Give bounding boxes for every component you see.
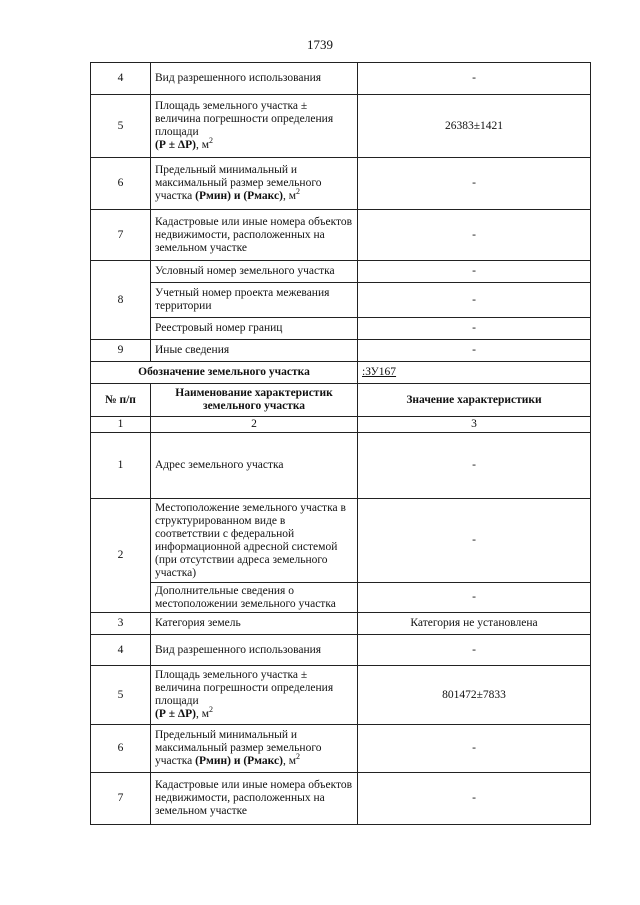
page-number: 1739 <box>307 37 333 52</box>
characteristic-name: Адрес земельного участка <box>151 433 358 499</box>
characteristic-value: - <box>358 283 591 318</box>
characteristic-value: - <box>358 773 591 825</box>
row-number: 4 <box>91 635 151 666</box>
table-row <box>91 63 591 95</box>
characteristic-value: - <box>358 340 591 362</box>
table-row <box>91 583 591 613</box>
row-number: 2 <box>91 499 151 613</box>
characteristic-name: Учетный номер проекта межевания территории <box>151 283 358 318</box>
characteristic-value: - <box>358 635 591 666</box>
characteristic-value: - <box>358 63 591 95</box>
row-number: 6 <box>91 725 151 773</box>
column-number: 3 <box>358 417 591 433</box>
row-number: 8 <box>91 261 151 340</box>
table-row <box>91 210 591 261</box>
characteristic-name: Кадастровые или иные номера объектов недвижимости, расположенных на земельном участке <box>151 773 358 825</box>
table-row <box>91 340 591 362</box>
row-number: 7 <box>91 210 151 261</box>
characteristic-name: Условный номер земельного участка <box>151 261 358 283</box>
designation-label: Обозначение земельного участка <box>91 362 358 384</box>
characteristic-name: Предельный минимальный и максимальный размер земельного участка (Рмин) и (Рмакс), $м^2$ <box>151 158 358 210</box>
column-numbers-row <box>91 417 591 433</box>
row-number: 6 <box>91 158 151 210</box>
header-col-name: Наименование характеристик земельного участка <box>151 384 358 417</box>
characteristic-name: Предельный минимальный и максимальный размер земельного участка (Рмин) и (Рмакс), $м^2$ <box>151 725 358 773</box>
row-number: 5 <box>91 666 151 725</box>
column-number: 2 <box>151 417 358 433</box>
table-row <box>91 666 591 725</box>
table-row <box>91 613 591 635</box>
designation-row <box>91 362 591 384</box>
row-number: 1 <box>91 433 151 499</box>
characteristic-value: - <box>358 433 591 499</box>
row-number: 4 <box>91 63 151 95</box>
row-number: 3 <box>91 613 151 635</box>
characteristic-value: - <box>358 158 591 210</box>
characteristic-value: - <box>358 725 591 773</box>
characteristic-value: - <box>358 210 591 261</box>
characteristic-name: Иные сведения <box>151 340 358 362</box>
table-row <box>91 773 591 825</box>
designation-value: :ЗУ167 <box>358 362 591 384</box>
characteristic-name: Кадастровые или иные номера объектов недвижимости, расположенных на земельном участке <box>151 210 358 261</box>
characteristic-value: - <box>358 499 591 583</box>
table-row <box>91 261 591 283</box>
table-row <box>91 95 591 158</box>
table-row <box>91 318 591 340</box>
table-row <box>91 499 591 583</box>
characteristic-value: 801472±7833 <box>358 666 591 725</box>
characteristic-name: Дополнительные сведения о местоположении земельного участка <box>151 583 358 613</box>
characteristic-name: Вид разрешенного использования <box>151 635 358 666</box>
header-row <box>91 384 591 417</box>
characteristic-name: Категория земель <box>151 613 358 635</box>
characteristic-name: Площадь земельного участка ± величина погрешности определения площади (Р ± ΔР), $м^2$ <box>151 95 358 158</box>
table-row <box>91 433 591 499</box>
table-row <box>91 635 591 666</box>
characteristic-name: Вид разрешенного использования <box>151 63 358 95</box>
characteristic-value: - <box>358 261 591 283</box>
characteristic-value: - <box>358 318 591 340</box>
table-row <box>91 283 591 318</box>
row-number: 7 <box>91 773 151 825</box>
table-row <box>91 158 591 210</box>
characteristic-name: Местоположение земельного участка в структурированном виде в соответствии с федеральной информационной адресной системой (при отсутствии адреса земельного участка) <box>151 499 358 583</box>
land-plot-table <box>90 62 591 825</box>
row-number: 5 <box>91 95 151 158</box>
characteristic-value: Категория не установлена <box>358 613 591 635</box>
characteristic-value: 26383±1421 <box>358 95 591 158</box>
characteristic-name: Реестровый номер границ <box>151 318 358 340</box>
header-col-value: Значение характеристики <box>358 384 591 417</box>
characteristic-value: - <box>358 583 591 613</box>
table-row <box>91 725 591 773</box>
column-number: 1 <box>91 417 151 433</box>
characteristic-name: Площадь земельного участка ± величина погрешности определения площади (Р ± ΔР), $м^2$ <box>151 666 358 725</box>
row-number: 9 <box>91 340 151 362</box>
header-col-number: № п/п <box>91 384 151 417</box>
